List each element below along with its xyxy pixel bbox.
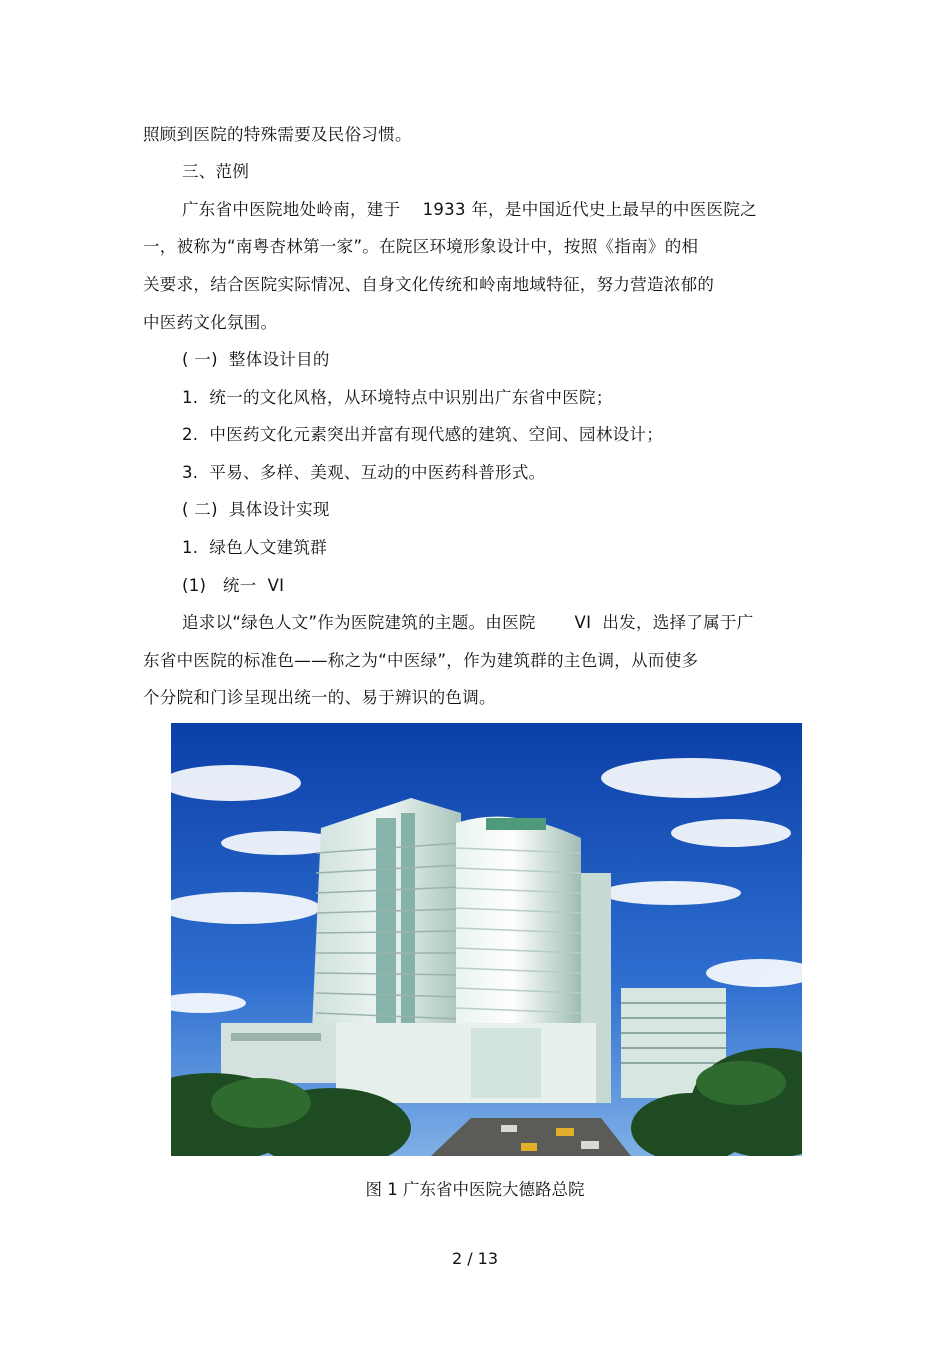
list-item: 2. 中医药文化元素突出并富有现代感的建筑、空间、园林设计；: [182, 425, 664, 444]
paragraph-line: 东省中医院的标准色——称之为“中医绿”，作为建筑群的主色调，从而使多: [143, 651, 699, 670]
paragraph-line: 广东省中医院地处岭南，建于 1933 年，是中国近代史上最早的中医医院之: [182, 200, 757, 219]
list-item: (1) 统一 VI: [182, 576, 285, 595]
section-heading: 三、范例: [182, 162, 250, 181]
list-item: 1. 统一的文化风格，从环境特点中识别出广东省中医院；: [182, 388, 613, 407]
subsection-heading: ( 二) 具体设计实现: [182, 500, 330, 519]
list-item: 3. 平易、多样、美观、互动的中医药科普形式。: [182, 463, 546, 482]
figure-caption: 图 1 广东省中医院大德路总院: [365, 1180, 585, 1199]
paragraph-line: 中医药文化氛围。: [143, 313, 278, 332]
paragraph-line: 一，被称为“南粤杏林第一家”。在院区环境形象设计中，按照《指南》的相: [143, 237, 699, 256]
paragraph-line: 照顾到医院的特殊需要及民俗习惯。: [143, 125, 412, 144]
paragraph-line: 个分院和门诊呈现出统一的、易于辨识的色调。: [143, 688, 496, 707]
page-number: 2 / 13: [451, 1249, 499, 1268]
hospital-building-photo: [171, 723, 802, 1156]
list-item: 1. 绿色人文建筑群: [182, 538, 328, 557]
paragraph-line: 关要求，结合医院实际情况、自身文化传统和岭南地域特征，努力营造浓郁的: [143, 275, 715, 294]
subsection-heading: ( 一) 整体设计目的: [182, 350, 330, 369]
paragraph-line: 追求以“绿色人文”作为医院建筑的主题。由医院 VI 出发，选择了属于广: [182, 613, 754, 632]
